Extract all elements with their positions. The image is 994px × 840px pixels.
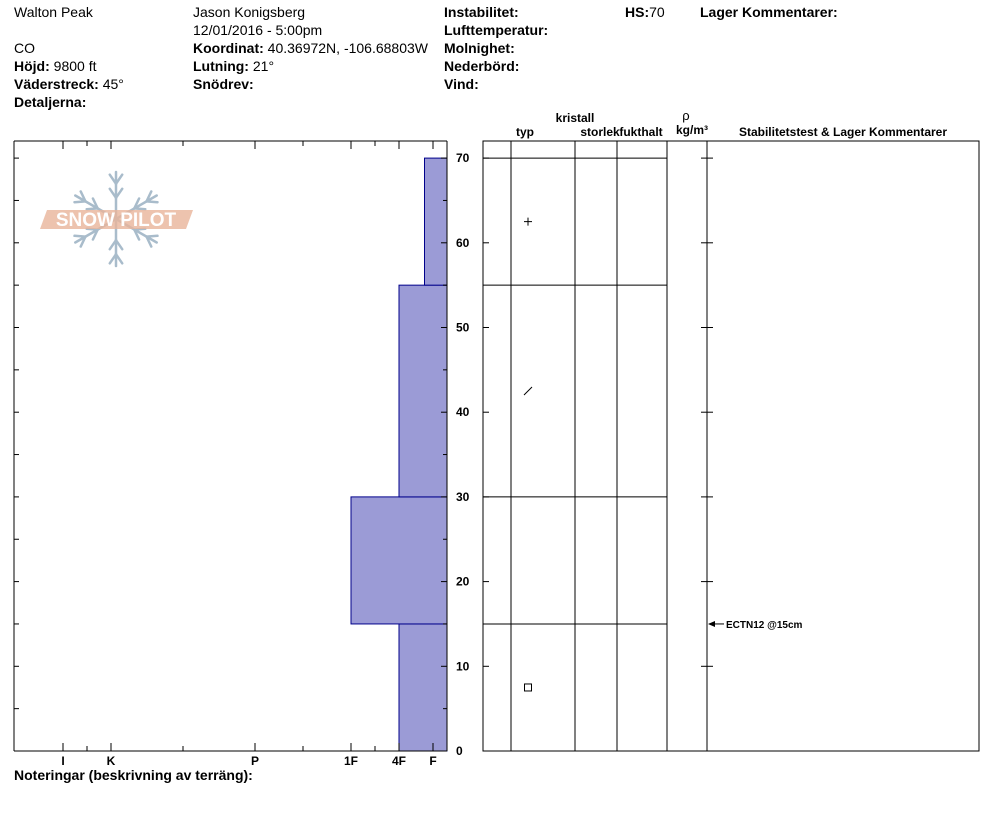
col-size-header: storlek — [580, 125, 620, 139]
layer-table-frame — [483, 141, 707, 751]
air-temp-label: Lufttemperatur: — [444, 22, 549, 38]
x-tick-label-K: K — [106, 754, 116, 768]
col-moisture-header: fukthalt — [619, 125, 663, 139]
observer-name: Jason Konigsberg — [193, 4, 306, 20]
stability-arrow-head — [708, 621, 715, 627]
hardness-layer-0-15 — [399, 624, 447, 751]
crystal-symbol-slash — [524, 387, 532, 395]
col-crystal-header: kristall — [555, 111, 595, 125]
x-tick-label-F: F — [429, 754, 437, 768]
hs-value: 70 — [649, 4, 665, 20]
col-stability-header: Stabilitetstest & Lager Kommentarer — [738, 125, 948, 139]
hs-label: HS: — [625, 4, 650, 20]
y-tick-label-40: 40 — [456, 405, 470, 420]
y-tick-label-20: 20 — [456, 574, 470, 589]
col-rho-header: ρ — [682, 108, 690, 123]
x-axis-ticks — [61, 141, 436, 768]
snowpilot-logo — [40, 172, 193, 266]
crystal-symbols — [524, 218, 532, 691]
cloud-label: Molnighet: — [444, 40, 515, 56]
layer-comments-label: Lager Kommentarer: — [700, 4, 838, 20]
state: CO — [14, 40, 35, 56]
col-type-header: typ — [516, 125, 534, 139]
stability-test-label: ECTN12 @15cm — [726, 619, 803, 631]
aspect-label: Väderstreck: — [14, 76, 99, 92]
x-tick-label-I: I — [61, 754, 65, 768]
instability-label: Instabilitet: — [444, 4, 519, 20]
x-tick-label-P: P — [250, 754, 260, 768]
details-label: Detaljerna: — [14, 94, 87, 110]
hardness-layer-30-55 — [399, 285, 447, 497]
y-tick-label-0: 0 — [456, 744, 463, 758]
y-tick-label-60: 60 — [456, 235, 470, 250]
stability-tests — [708, 620, 803, 631]
precip-label: Nederbörd: — [444, 58, 520, 74]
logo-text: SNOW PILOT — [55, 210, 177, 231]
drift-label: Snödrev: — [193, 76, 254, 92]
coordinates-value: 40.36972N, -106.68803W — [267, 40, 428, 56]
terrain-notes-label: Noteringar (beskrivning av terräng): — [14, 767, 253, 783]
density-column-ticks — [483, 158, 713, 751]
col-density-unit: kg/m³ — [675, 123, 709, 137]
x-tick-label-4F: 4F — [391, 754, 407, 768]
hardness-layers — [351, 158, 447, 751]
y-tick-label-50: 50 — [456, 320, 470, 335]
crystal-symbol-square — [525, 684, 532, 691]
snowflake-branch — [147, 201, 158, 202]
location-name: Walton Peak — [14, 4, 93, 20]
elevation-label: Höjd: — [14, 58, 50, 74]
observation-datetime: 12/01/2016 - 5:00pm — [193, 22, 323, 38]
left-minor-ticks — [14, 158, 19, 751]
slope-label: Lutning: — [193, 58, 249, 74]
aspect-value: 45° — [102, 76, 124, 92]
y-tick-label-10: 10 — [456, 659, 470, 674]
snowflake-branch — [75, 236, 86, 237]
x-tick-label-1F: 1F — [343, 754, 359, 768]
coordinates-label: Koordinat: — [193, 40, 264, 56]
wind-label: Vind: — [444, 76, 479, 92]
elevation-value: 9800 ft — [53, 58, 97, 74]
hardness-layer-15-30 — [351, 497, 447, 624]
snowflake-branch — [75, 201, 86, 202]
slope-value: 21° — [252, 58, 275, 74]
snowflake-branch — [147, 236, 158, 237]
y-tick-label-70: 70 — [456, 151, 470, 166]
y-tick-label-30: 30 — [456, 489, 470, 504]
hardness-layer-55-70 — [425, 158, 448, 285]
stability-comments-frame — [707, 141, 979, 751]
